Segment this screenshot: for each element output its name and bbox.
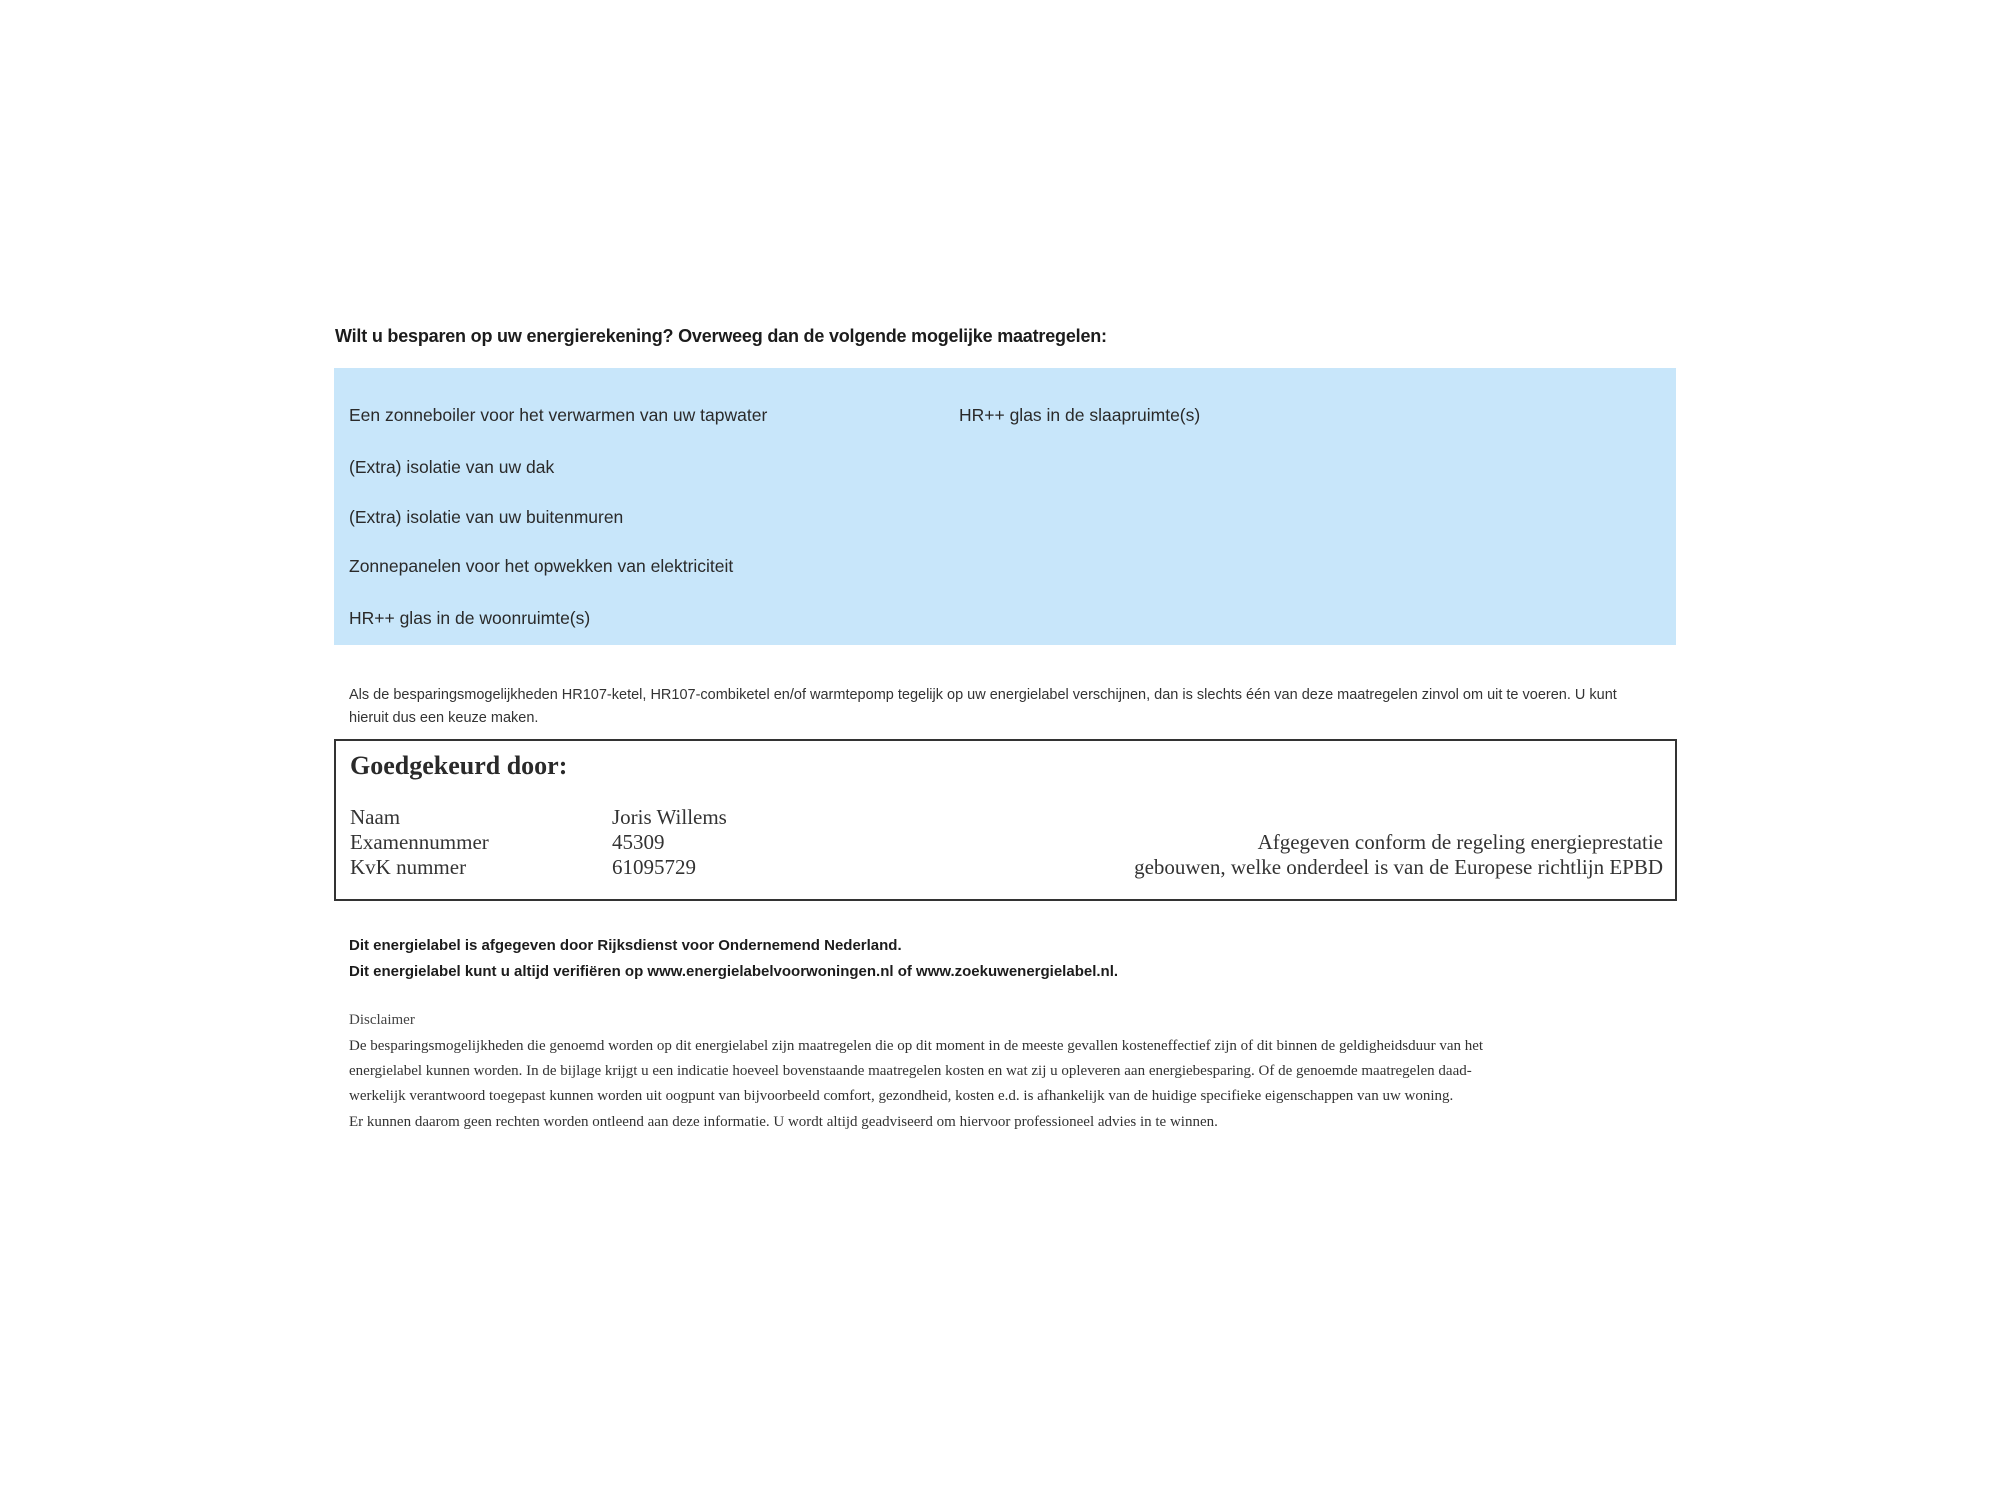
kvk-number-label: KvK nummer: [350, 855, 467, 879]
page-heading: Wilt u besparen op uw energierekening? Overweeg dan de volgende mogelijke maatregelen:: [335, 326, 1107, 346]
disclaimer-line: werkelijk verantwoord toegepast kunnen worden uit oogpunt van bijvoorbeeld comfort, gezondheid, kosten e.d. is afhankelijk van de huidige specifieke eigenschappen van uw woning.: [349, 1088, 1454, 1104]
savings-note: Als de besparingsmogelijkheden HR107-ketel, HR107-combiketel en/of warmtepomp tegelijk op uw energielabel verschijnen, dan is slechts één van deze maatregelen zinvol om uit te voeren. U kunt hieruit dus een keuze maken.: [349, 687, 1617, 726]
exam-number-label: Examennummer: [350, 830, 489, 854]
conform-line-1: Afgegeven conform de regeling energieprestatie: [1257, 830, 1663, 854]
verify-text: Dit energielabel kunt u altijd verifiëren op www.energielabelvoorwoningen.nl of www.zoekuwenergielabel.nl.: [349, 963, 1119, 980]
name-value: Joris Willems: [612, 805, 727, 829]
exam-number-value: 45309: [612, 830, 665, 854]
measure-item: HR++ glas in de slaapruimte(s): [959, 405, 1201, 425]
issued-by-text: Dit energielabel is afgegeven door Rijksdienst voor Ondernemend Nederland.: [349, 937, 902, 954]
kvk-number-value: 61095729: [612, 855, 696, 879]
measures-box: [334, 368, 1676, 645]
measure-item: Zonnepanelen voor het opwekken van elektriciteit: [349, 556, 734, 576]
measure-item: Een zonneboiler voor het verwarmen van uw tapwater: [349, 405, 768, 425]
approval-title: Goedgekeurd door:: [350, 751, 568, 780]
disclaimer-line: Er kunnen daarom geen rechten worden ontleend aan deze informatie. U wordt altijd geadviseerd om hiervoor professioneel advies in te winnen.: [349, 1114, 1218, 1130]
disclaimer-line: energielabel kunnen worden. In de bijlage krijgt u een indicatie hoeveel bovenstaande maatregelen kosten en wat zij u opleveren aan energiebesparing. Of de genoemde maatregelen daad-: [349, 1063, 1472, 1079]
name-label: Naam: [350, 805, 401, 829]
disclaimer-title: Disclaimer: [349, 1012, 415, 1028]
conform-line-2: gebouwen, welke onderdeel is van de Europese richtlijn EPBD: [1134, 855, 1663, 879]
measure-item: (Extra) isolatie van uw buitenmuren: [349, 507, 624, 527]
approval-box: [334, 739, 1677, 901]
disclaimer-line: De besparingsmogelijkheden die genoemd worden op dit energielabel zijn maatregelen die op dit moment in de meeste gevallen kosteneffectief zijn of dit binnen de geldigheidsduur van het: [349, 1038, 1484, 1054]
measure-item: (Extra) isolatie van uw dak: [349, 457, 555, 477]
measure-item: HR++ glas in de woonruimte(s): [349, 608, 591, 628]
